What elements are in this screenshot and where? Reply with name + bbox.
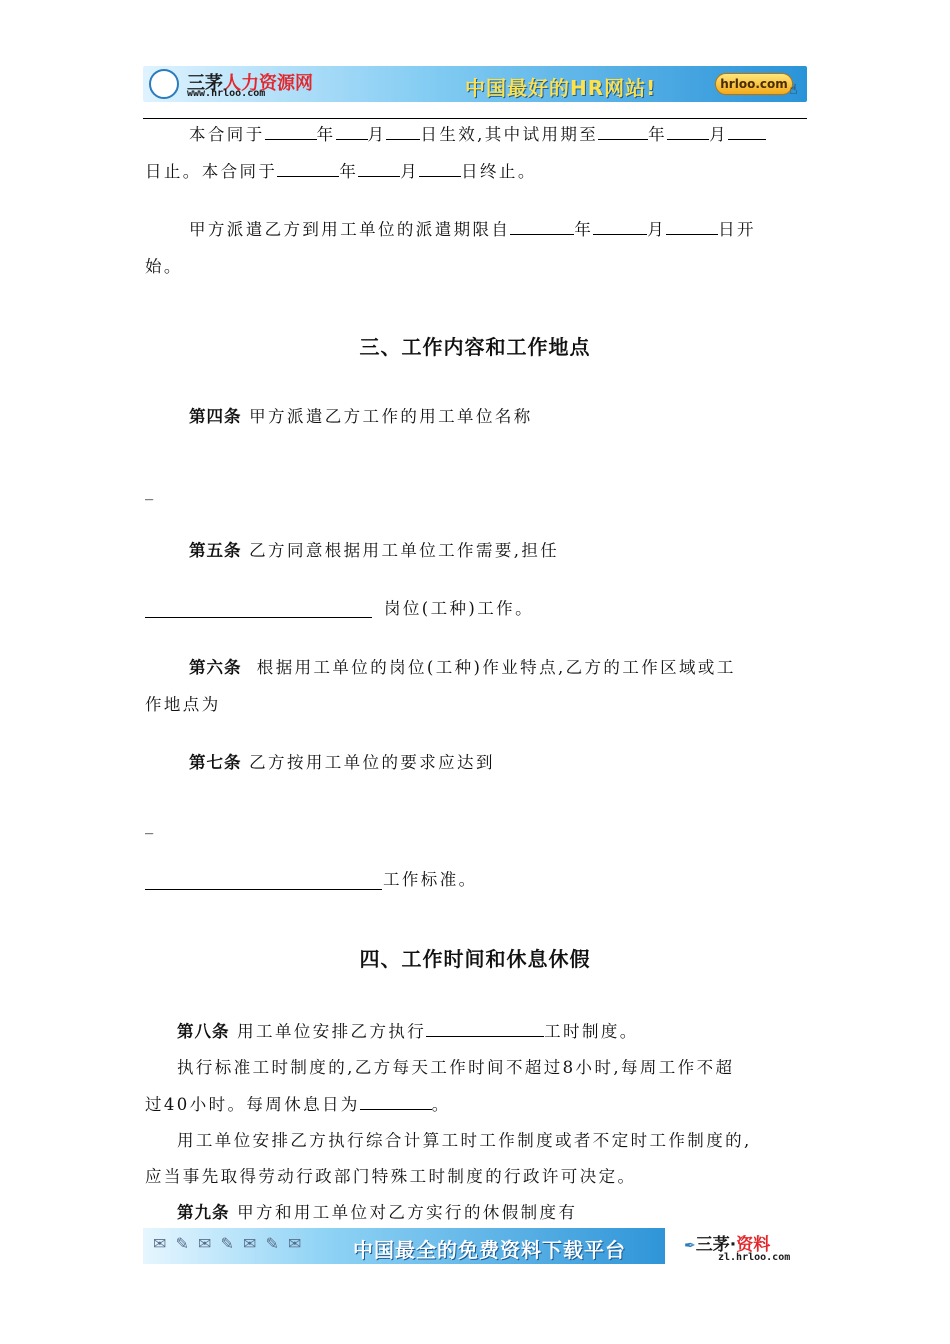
feather-icon: ✒ [684, 1238, 696, 1254]
document-icons: ✉ ✎ ✉ ✎ ✉ ✎ ✉ [153, 1234, 304, 1253]
article-8-para3: 过40小时。每周休息日为 。 [145, 1095, 451, 1114]
article-4: 第四条 甲方派遣乙方工作的用工单位名称 [189, 407, 533, 426]
header-slogan: 中国最好的HR网站! [465, 76, 657, 100]
article-4-blank: _ [145, 481, 156, 500]
header-logo-url: www.hrloo.com [187, 88, 266, 99]
hrloo-button[interactable]: hrloo.com [715, 73, 793, 95]
article-5-line2: 岗位(工种)工作。 [384, 599, 534, 618]
paragraph-effective-date: 本合同于 年 月 日生效,其中试用期至 年 月 [189, 124, 766, 146]
article-8: 第八条 用工单位安排乙方执行 工时制度。 [177, 1022, 639, 1041]
hand-cursor-icon: ☝ [789, 82, 798, 98]
section-heading-work-time: 四、工作时间和休息休假 [359, 947, 591, 971]
footer-slogan: 中国最全的免费资料下载平台 [353, 1238, 626, 1262]
logo-icon [149, 69, 179, 99]
section-heading-work-content: 三、工作内容和工作地点 [359, 335, 591, 359]
article-7-blank: _ [145, 815, 156, 834]
article-7-blank-line [145, 889, 382, 890]
footer-logo[interactable]: ✒三茅·资料 [684, 1235, 771, 1255]
paragraph-dispatch-period-cont: 始。 [145, 257, 183, 276]
footer-logo-url: zl.hrloo.com [718, 1252, 791, 1263]
footer-banner[interactable] [143, 1228, 665, 1264]
header-logo: 三茅人力资源网 [187, 73, 313, 94]
article-8-para2: 执行标准工时制度的,乙方每天工作时间不超过8小时,每周工作不超 [177, 1058, 735, 1077]
article-5-blank-line [145, 617, 372, 618]
header-divider [143, 118, 807, 119]
article-7-line3: 工作标准。 [383, 870, 478, 889]
paragraph-dispatch-period: 甲方派遣乙方到用工单位的派遣期限自 年 月 日开 [189, 220, 756, 239]
article-6: 第六条 根据用工单位的岗位(工种)作业特点,乙方的工作区域或工 [189, 658, 736, 677]
article-9: 第九条 甲方和用工单位对乙方实行的休假制度有 [177, 1203, 578, 1222]
article-5: 第五条 乙方同意根据用工单位工作需要,担任 [189, 541, 560, 560]
article-8-para4: 用工单位安排乙方执行综合计算工时工作制度或者不定时工作制度的, [177, 1131, 752, 1150]
paragraph-end-date: 日止。本合同于 年 月 日终止。 [145, 162, 537, 181]
header-banner[interactable] [143, 66, 807, 102]
article-7: 第七条 乙方按用工单位的要求应达到 [189, 753, 495, 772]
article-8-para5: 应当事先取得劳动行政部门特殊工时制度的行政许可决定。 [145, 1167, 637, 1186]
article-6-line2: 作地点为 [145, 695, 221, 714]
